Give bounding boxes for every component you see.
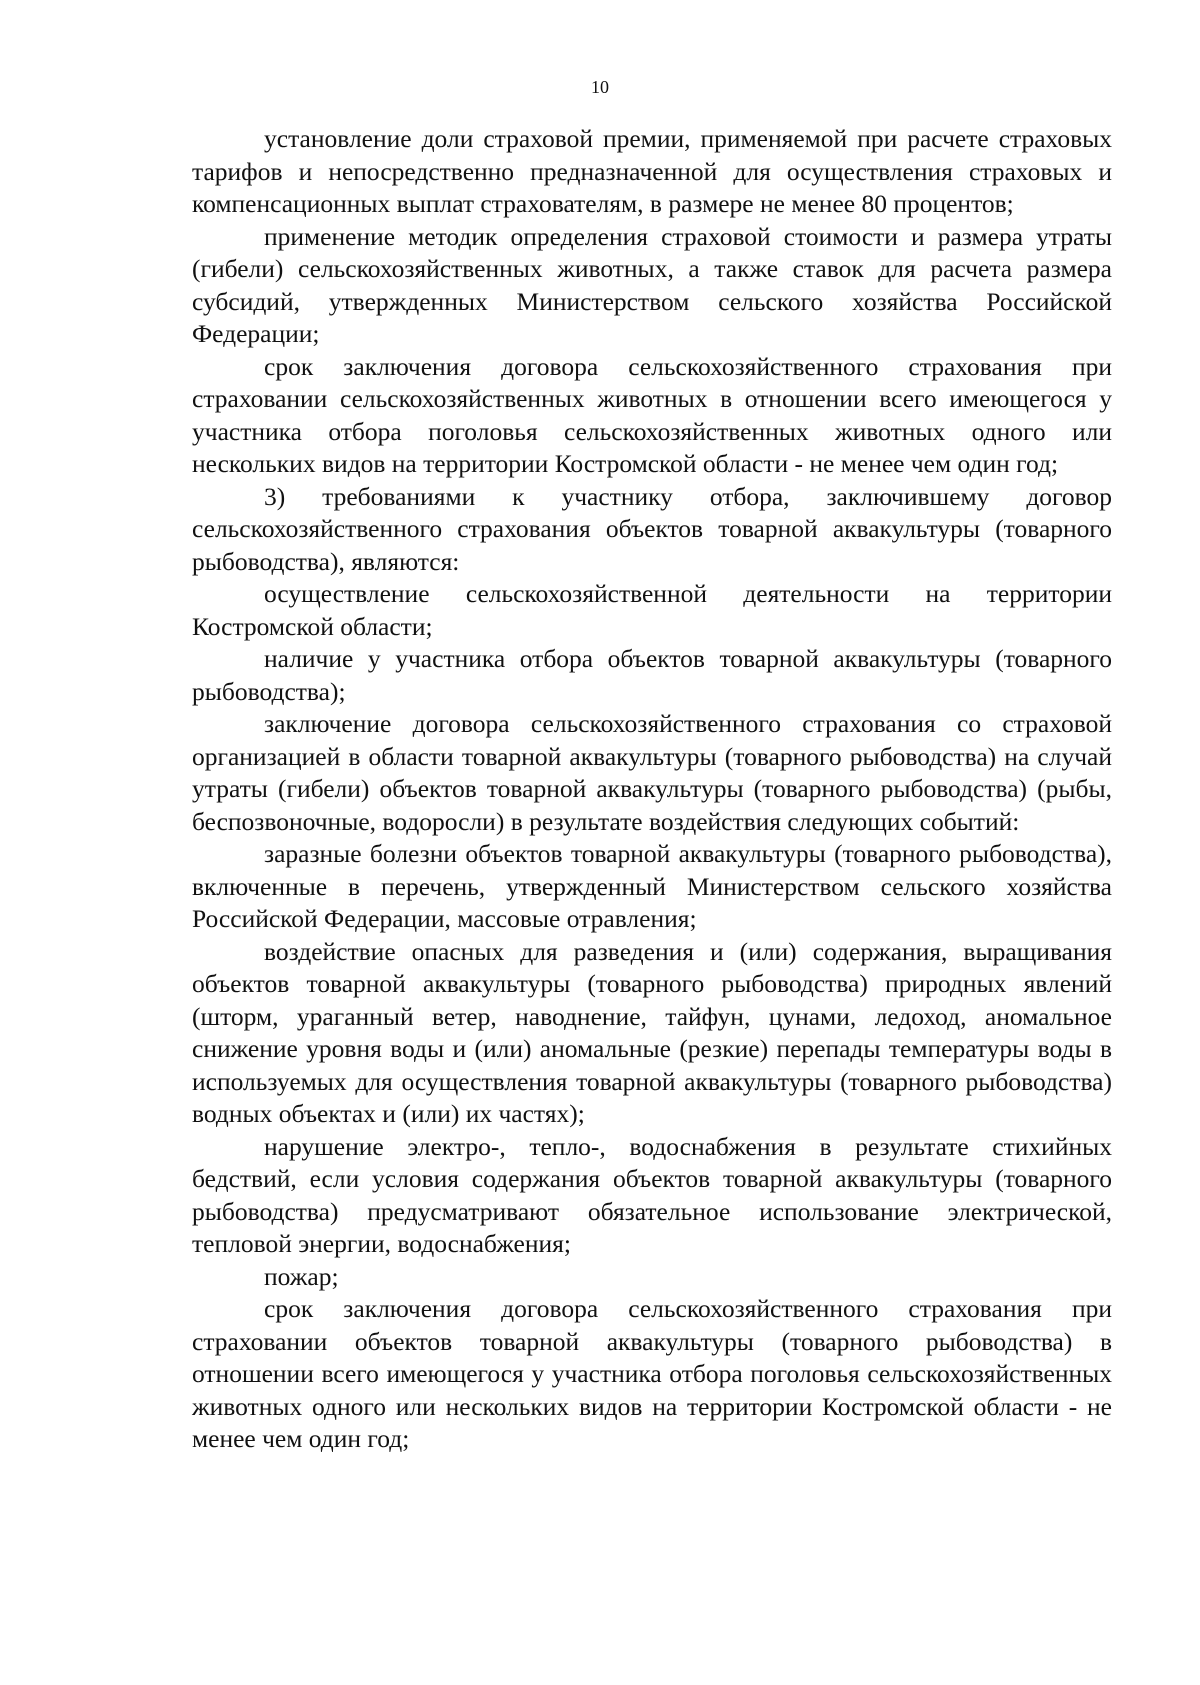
paragraph-diseases: заразные болезни объектов товарной аквакультуры (товарного рыбоводства), включенные в перечень, утвержденный Министерством сельского хозяйства Российской Федерации, массовые отравления; (192, 839, 1112, 933)
page-number: 10 (591, 77, 609, 97)
paragraph-utility-disruption: нарушение электро-, тепло-, водоснабжения в результате стихийных бедствий, если условия содержания объектов товарной аквакультуры (товарного рыбоводства) предусматривают обязательное использование электрической, тепловой энергии, водоснабжения; (192, 1131, 1112, 1258)
paragraph-livestock-contract-term: срок заключения договора сельскохозяйственного страхования при страховании сельскохозяйственных животных в отношении всего имеющегося у участника отбора поголовья сельскохозяйственных животных одного или нескольких видов на территории Костромской области - не менее чем один год; (192, 351, 1112, 478)
document-body (192, 123, 1112, 1456)
paragraph-aquaculture-requirements: 3) требованиями к участнику отбора, заключившему договор сельскохозяйственного страхования объектов товарной аквакультуры (товарного рыбоводства), являются: (192, 481, 1112, 576)
paragraph-aquaculture-contract-term: срок заключения договора сельскохозяйственного страхования при страховании объектов товарной аквакультуры (товарного рыбоводства) в отношении всего имеющегося у участника отбора поголовья сельскохозяйственных животных одного или нескольких видов на территории Костромской области - не менее чем один год; (192, 1294, 1112, 1453)
paragraph-valuation-methods: применение методик определения страховой стоимости и размера утраты (гибели) сельскохозяйственных животных, а также ставок для расчета размера субсидий, утвержденных Министерством сельского хозяйства Российской Федерации; (192, 221, 1112, 348)
paragraph-insurance-contract: заключение договора сельскохозяйственного страхования со страховой организацией в области товарной аквакультуры (товарного рыбоводства) на случай утраты (гибели) объектов товарной аквакультуры (товарного рыбоводства) (рыбы, беспозвоночные, водоросли) в результате воздействия следующих событий: (192, 709, 1112, 836)
paragraph-fire: пожар; (264, 1261, 339, 1291)
paragraph-aquaculture-objects: наличие у участника отбора объектов товарной аквакультуры (товарного рыбоводства); (192, 644, 1112, 706)
paragraph-activity-in-region: осуществление сельскохозяйственной деятельности на территории Костромской области; (192, 579, 1112, 641)
paragraph-natural-phenomena: воздействие опасных для разведения и (или) содержания, выращивания объектов товарной аквакультуры (товарного рыбоводства) природных явлений (шторм, ураганный ветер, наводнение, тайфун, цунами, ледоход, аномальное снижение уровня воды и (или) аномальные (резкие) перепады температуры воды в используемых для осуществления товарной аквакультуры (товарного рыбоводства) водных объектах и (или) их частях); (192, 936, 1112, 1128)
paragraph-premium-share: установление доли страховой премии, применяемой при расчете страховых тарифов и непосредственно предназначенной для осуществления страховых и компенсационных выплат страхователям, в размере не менее 80 процентов; (192, 124, 1112, 218)
